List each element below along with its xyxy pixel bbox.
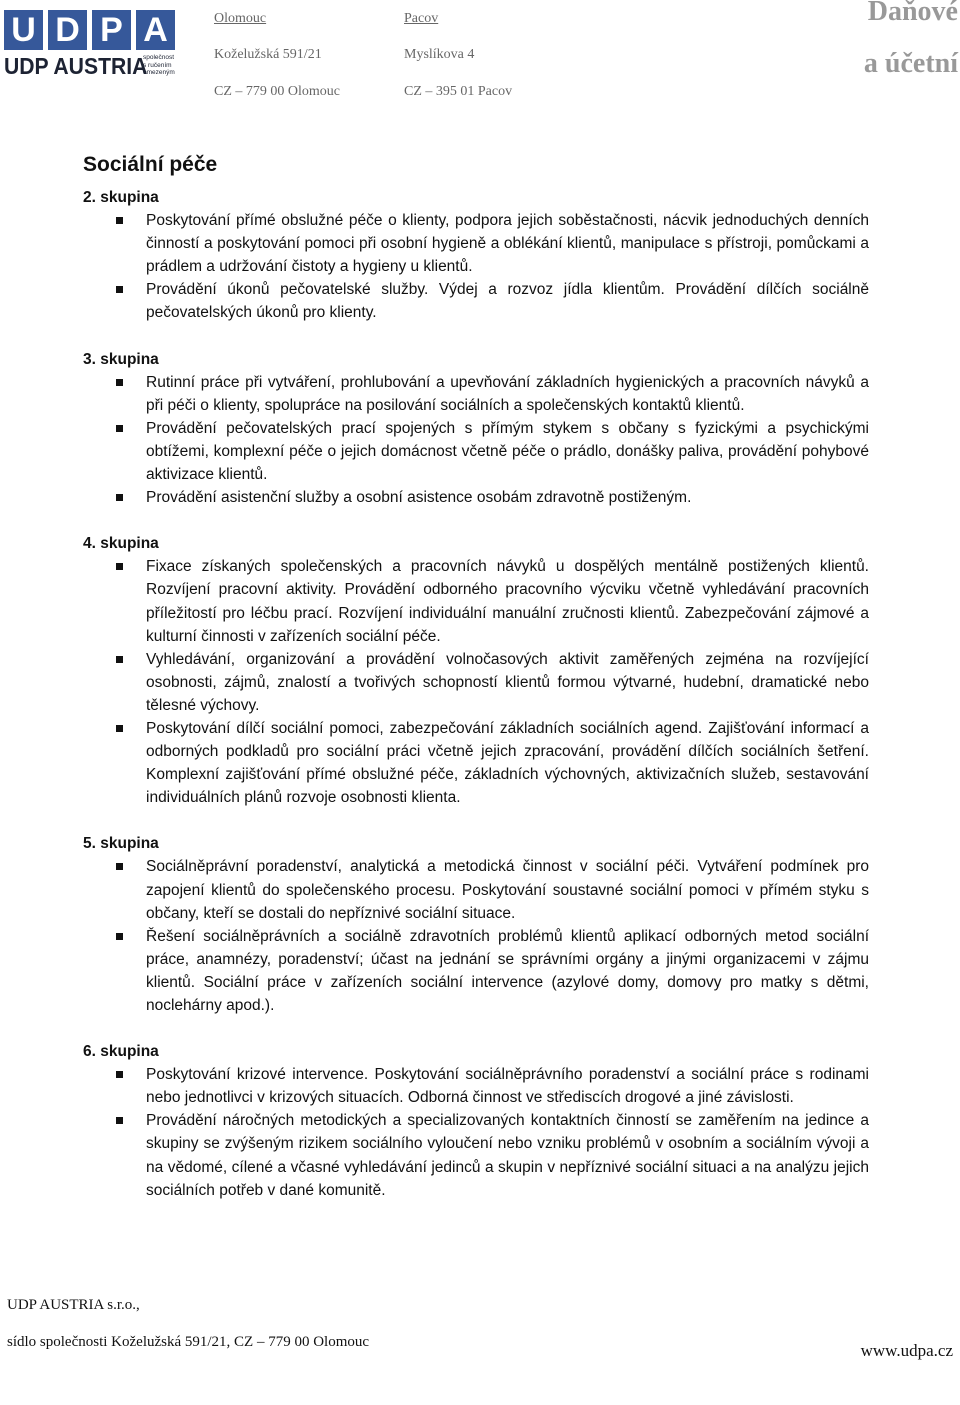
office-pacov-link[interactable]: Pacov [404, 11, 439, 26]
square-bullet-icon [116, 1071, 123, 1078]
document-body [83, 150, 869, 1225]
bullet-list [83, 855, 869, 1017]
list-item-text: Poskytování přímé obslužné péče o klienty, podpora jejich soběstačnosti, nácvik jednoduchých denních činností a poskytování pomoci při osobní hygieně a oblékání klientů, manipulace s přístroji, pomůckami a prádlem a udržování čistoty a hygieny u klientů. [146, 212, 869, 276]
group-section [83, 348, 869, 510]
list-item [83, 555, 869, 647]
footer-seat: sídlo společnosti Koželužská 591/21, CZ – 779 00 Olomouc [7, 1334, 370, 1350]
square-bullet-icon [116, 863, 123, 870]
group-title: 4. skupina [83, 535, 159, 553]
square-bullet-icon [116, 725, 123, 732]
list-item-text: Provádění pečovatelských prací spojených s přímým stykem s občany s fyzickými a psychickými obtížemi, komplexní péče o jejich domácnost včetně péče o prádlo, donášky paliva, provádění pohybové aktivizace klientů. [146, 419, 869, 484]
office-pacov-street: Myslíkova 4 [404, 47, 475, 62]
list-item [83, 855, 869, 924]
list-item-text: Rutinní práce při vytváření, prohlubování a upevňování základních hygienických a pracovních návyků a při péči o klienty, spolupráce na posilování sociálních a společenských kontaktů klientů. [146, 373, 869, 414]
square-bullet-icon [116, 217, 123, 224]
list-item [83, 925, 869, 1017]
office-olomouc-street: Koželužská 591/21 [214, 47, 322, 62]
list-item [83, 209, 869, 278]
square-bullet-icon [116, 425, 123, 432]
list-item-text: Vyhledávání, organizování a provádění volnočasových aktivit zaměřených zejména na rozvíjející osobnosti, zájmů, znalostí a tvořivých schopností klientů formou výtvarné, hudební, dramatické nebo tělesné výchovy. [146, 650, 869, 714]
letterhead [0, 0, 960, 110]
brand-line-2: a účetní [863, 48, 958, 79]
list-item [83, 486, 869, 509]
logo-letter-d: D [48, 10, 87, 50]
group-section [83, 832, 869, 1017]
logo-company-name: UDP AUSTRIA [4, 53, 148, 79]
bullet-list [83, 209, 869, 324]
bullet-list [83, 371, 869, 510]
list-item [83, 371, 869, 417]
page-title: Sociální péče [83, 153, 218, 176]
group-section [83, 1040, 869, 1202]
group-section [83, 186, 869, 325]
logo-letter-p: P [92, 10, 131, 50]
list-item-text: Provádění asistenční služby a osobní asistence osobám zdravotně postiženým. [146, 489, 692, 507]
square-bullet-icon [116, 563, 123, 570]
square-bullet-icon [116, 494, 123, 501]
list-item [83, 648, 869, 717]
list-item [83, 717, 869, 809]
square-bullet-icon [116, 1117, 123, 1124]
group-title: 3. skupina [83, 350, 159, 368]
square-bullet-icon [116, 379, 123, 386]
footer-company: UDP AUSTRIA s.r.o., [7, 1297, 140, 1313]
logo-letter-a: A [136, 10, 175, 50]
list-item [83, 417, 869, 486]
list-item [83, 1063, 869, 1109]
group-title: 6. skupina [83, 1043, 159, 1061]
logo-letter-u: U [4, 10, 43, 50]
square-bullet-icon [116, 933, 123, 940]
square-bullet-icon [116, 286, 123, 293]
group-section [83, 532, 869, 809]
udp-austria-logo [4, 10, 176, 78]
list-item-text: Sociálněprávní poradenství, analytická a metodická činnost v sociální péči. Vytváření podmínek pro zapojení klientů do společenského procesu. Poskytování soustavné sociální pomoci v přímém styku s občany, kteří se dostali do nepříznivé sociální situace. [146, 858, 869, 922]
group-title: 5. skupina [83, 835, 159, 853]
list-item [83, 278, 869, 324]
list-item [83, 1109, 869, 1201]
list-item-text: Provádění náročných metodických a specializovaných kontaktních činností se zaměřením na jedince a skupiny se zvýšeným rizikem sociálního vyloučení nebo vzniku problémů v osobním a sociálním vývoji a na vědomé, cílené a včasné vyhledávání jedinců a skupin v nepříznivé sociální situaci a na analýzu jejich sociálních potřeb v dané komunitě. [146, 1112, 869, 1199]
list-item-text: Poskytování dílčí sociální pomoci, zabezpečování základních sociálních agend. Zajišťování informací a odborných podkladů pro sociální práci včetně jejich zpracování, provádění dílčích sociálních šetření. Komplexní zajišťování přímé obslužné péče, základních výchovných, aktivizačních služeb, sestavování individuálních plánů rozvoje osobnosti klienta. [146, 719, 869, 807]
office-pacov-zip: CZ – 395 01 Pacov [404, 84, 513, 99]
list-item-text: Řešení sociálněprávních a sociálně zdravotních problémů klientů aplikací odborných metod sociální práce, anamnézy, poradenství; účast na jednání se správními orgány a jinými organizacemi v zájmu klientů. Sociální práce v zařízeních sociální intervence (azylové domy, domovy pro matky s dětmi, noclehárny apod.). [146, 927, 869, 1014]
list-item-text: Provádění úkonů pečovatelské služby. Výdej a rozvoz jídla klientům. Provádění dílčích sociálně pečovatelských úkonů pro klienty. [146, 281, 869, 322]
footer-web-link[interactable]: www.udpa.cz [860, 1341, 953, 1360]
brand-line-1: Daňové [867, 0, 958, 27]
list-item-text: Poskytování krizové intervence. Poskytování sociálněprávního poradenství a sociální práce s rodinami nebo jednotlivci v krizových situacích. Odborná činnost ve střediscích drogové a jiné závislosti. [146, 1066, 869, 1107]
square-bullet-icon [116, 656, 123, 663]
office-olomouc-link[interactable]: Olomouc [214, 11, 267, 26]
group-list [83, 186, 869, 1202]
logo-tagline: společnost s ručením omezeným [143, 54, 175, 76]
bullet-list [83, 1063, 869, 1202]
office-olomouc-zip: CZ – 779 00 Olomouc [214, 84, 340, 99]
group-title: 2. skupina [83, 189, 159, 206]
list-item-text: Fixace získaných společenských a pracovních návyků u dospělých mentálně postižených klientů. Rozvíjení pracovní aktivity. Provádění odborného pracovního výcviku včetně vyhledávání pracovních příležitostí pro léčbu prací. Rozvíjení individuální manuální zručnosti klientů. Zabezpečování zájmové a kulturní činnosti v zařízeních sociální péče. [146, 558, 869, 645]
bullet-list [83, 555, 869, 809]
